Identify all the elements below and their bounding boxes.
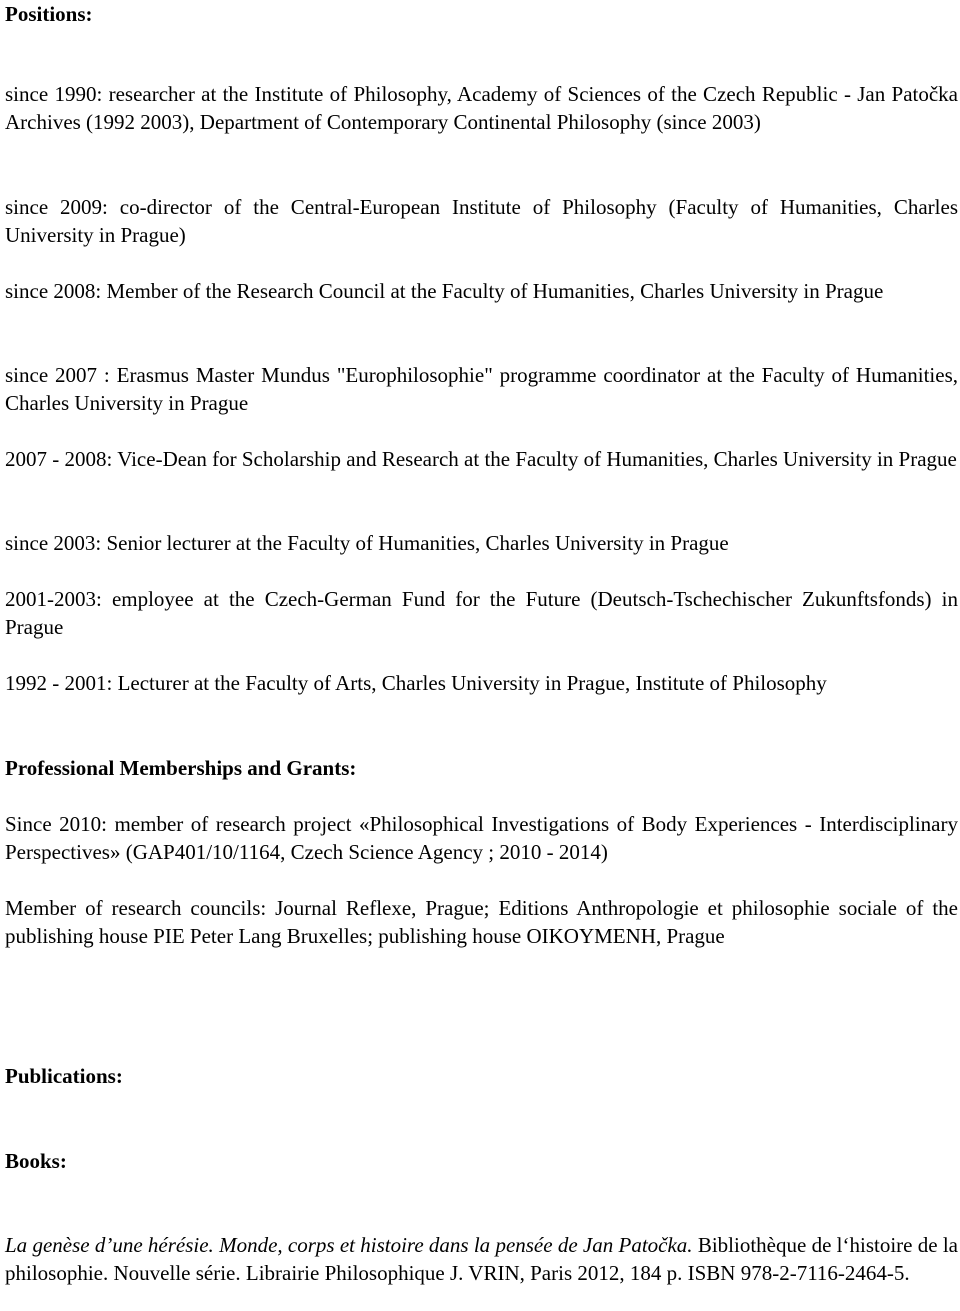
position-item-5: 2007 - 2008: Vice-Dean for Scholarship and Research at the Faculty of Humanities, Charles University in Prague xyxy=(5,447,957,471)
membership-item-2: Member of research councils: Journal Reflexe, Prague; Editions Anthropologie et philosophie sociale of the publishing house PIE Peter Lang Bruxelles; publishing house OIKOYMENH, Prague xyxy=(5,896,958,948)
books-heading: Books: xyxy=(5,1149,67,1173)
book-title: La genèse d’une hérésie. Monde, corps et histoire dans la pensée de Jan Patočka. xyxy=(5,1233,693,1257)
publications-heading: Publications: xyxy=(5,1064,123,1088)
position-item-6: since 2003: Senior lecturer at the Faculty of Humanities, Charles University in Prague xyxy=(5,531,729,555)
position-item-2: since 2009: co-director of the Central-European Institute of Philosophy (Faculty of Humanities, Charles University in Prague) xyxy=(5,195,958,247)
membership-item-1: Since 2010: member of research project «Philosophical Investigations of Body Experiences - Interdisciplinary Perspectives» (GAP401/10/1164, Czech Science Agency ; 2010 - 2014) xyxy=(5,812,958,864)
position-item-7: 2001-2003: employee at the Czech-German Fund for the Future (Deutsch-Tschechischer Zukunftsfonds) in Prague xyxy=(5,587,958,639)
memberships-heading: Professional Memberships and Grants: xyxy=(5,756,357,780)
book-entry xyxy=(5,1231,958,1287)
position-item-4: since 2007 : Erasmus Master Mundus "Europhilosophie" programme coordinator at the Faculty of Humanities, Charles University in Prague xyxy=(5,363,958,415)
positions-heading: Positions: xyxy=(5,2,93,26)
position-item-8: 1992 - 2001: Lecturer at the Faculty of Arts, Charles University in Prague, Institute of Philosophy xyxy=(5,671,827,695)
book-details: Bibliothèque de l‘histoire de la philosophie. Nouvelle série. Librairie Philosophique J. VRIN, Paris 2012, 184 p. ISBN 978-2-7116-2464-5. xyxy=(5,1233,958,1285)
position-item-1: since 1990: researcher at the Institute of Philosophy, Academy of Sciences of the Czech Republic - Jan Patočka Archives (1992 2003), Department of Contemporary Continental Philosophy (since 2003) xyxy=(5,82,958,134)
position-item-3: since 2008: Member of the Research Council at the Faculty of Humanities, Charles University in Prague xyxy=(5,279,884,303)
